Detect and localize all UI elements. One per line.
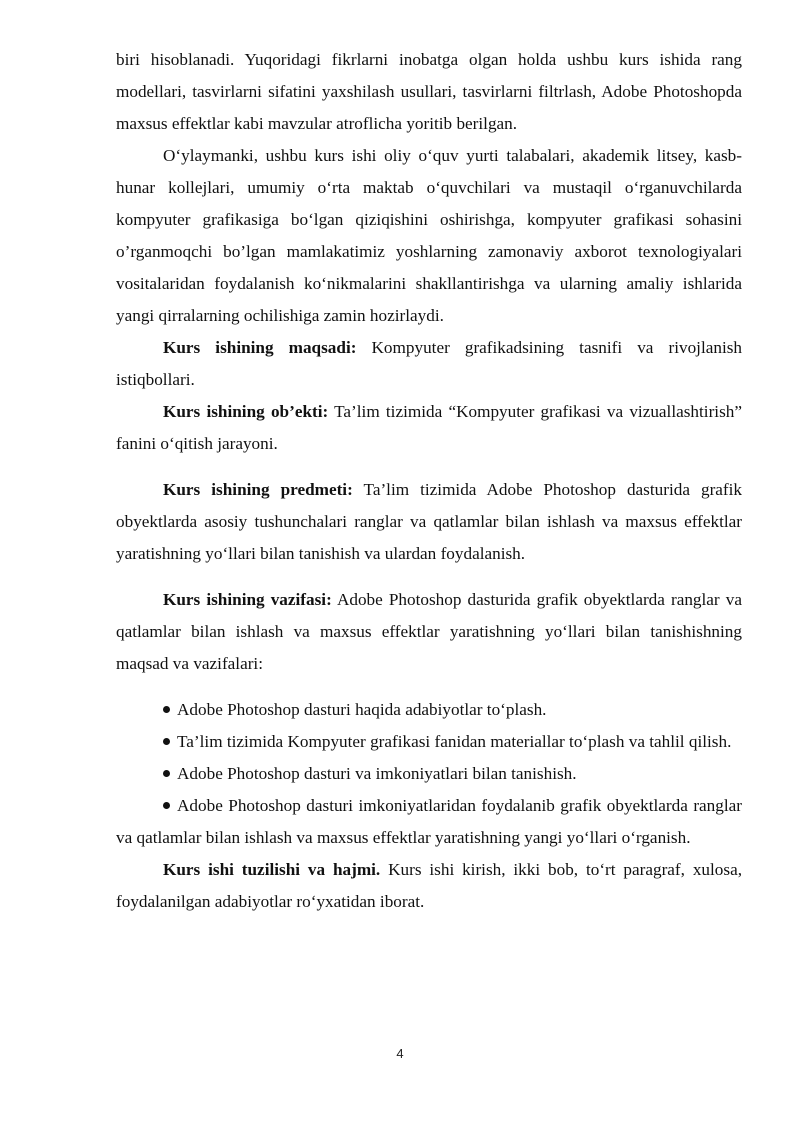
task-item-text: Ta’lim tizimida Kompyuter grafikasi fanidan materiallar to‘plash va tahlil qilish. <box>177 732 732 751</box>
paragraph-opinion: O‘ylaymanki, ushbu kurs ishi oliy o‘quv yurti talabalari, akademik litsey, kasb-hunar kollejlari, umumiy o‘rta maktab o‘quvchilari va mustaqil o‘rganuvchilarda kompyuter grafikasiga bo‘lgan qiziqishini oshirishga, kompyuter grafikasi sohasini o’rganmoqchi bo’lgan mamlakatimiz yoshlarning zamonaviy axborot texnologiyalari vositalaridan foydalanish ko‘nikmalarini shakllantirishga va ularning amaliy ishlarida yangi qirralarning ochilishiga zamin hozirlaydi. <box>116 146 742 325</box>
bullet-icon <box>163 790 177 822</box>
section-object <box>116 396 742 460</box>
task-list-item <box>116 726 742 758</box>
bullet-icon <box>163 758 177 790</box>
section-goal <box>116 332 742 396</box>
page-number: 4 <box>396 1046 404 1061</box>
task-list-item <box>116 790 742 854</box>
section-subject-label: Kurs ishining predmeti: <box>163 480 353 499</box>
section-structure <box>116 854 742 918</box>
task-list-item <box>116 758 742 790</box>
task-item-text: Adobe Photoshop dasturi va imkoniyatlari bilan tanishish. <box>177 764 577 783</box>
section-task-text: Adobe Photoshop dasturida grafik obyektlarda ranglar va qatlamlar bilan ishlash va maxsus effektlar yaratishning yo‘llari bilan tanishishning maqsad va vazifalari: <box>116 590 742 673</box>
section-task-label: Kurs ishining vazifasi: <box>163 590 332 609</box>
section-object-label: Kurs ishining ob’ekti: <box>163 402 329 421</box>
bullet-icon <box>163 726 177 758</box>
paragraph-intro-continued: biri hisoblanadi. Yuqoridagi fikrlarni inobatga olgan holda ushbu kurs ishida rang modellari, tasvirlarni sifatini yaxshilash usullari, tasvirlarni filtrlash, Adobe Photoshopda maxsus effektlar kabi mavzular atroflicha yoritib berilgan. <box>116 50 742 133</box>
task-list-item <box>116 694 742 726</box>
section-goal-text: Kompyuter grafikadsining tasnifi va rivojlanish istiqbollari. <box>116 338 742 389</box>
task-item-text: Adobe Photoshop dasturi imkoniyatlaridan foydalanib grafik obyektlarda ranglar va qatlamlar bilan ishlash va maxsus effektlar yaratishning yangi yo‘llari o‘rganish. <box>116 796 742 847</box>
section-object-text: Ta’lim tizimida “Kompyuter grafikasi va vizuallashtirish” fanini o‘qitish jarayoni. <box>116 402 742 453</box>
section-goal-label: Kurs ishining maqsadi: <box>163 338 357 357</box>
bullet-icon <box>163 694 177 726</box>
section-task <box>116 584 742 680</box>
document-body <box>116 44 742 918</box>
section-subject <box>116 474 742 570</box>
section-structure-label: Kurs ishi tuzilishi va hajmi. <box>163 860 381 879</box>
section-structure-text: Kurs ishi kirish, ikki bob, to‘rt paragraf, xulosa, foydalanilgan adabiyotlar ro‘yxatidan iborat. <box>116 860 742 911</box>
section-subject-text: Ta’lim tizimida Adobe Photoshop dasturida grafik obyektlarda asosiy tushunchalari ranglar va qatlamlar bilan ishlash va maxsus effektlar yaratishning yo‘llari bilan tanishish va ulardan foydalanish. <box>116 480 743 563</box>
task-item-text: Adobe Photoshop dasturi haqida adabiyotlar to‘plash. <box>177 700 547 719</box>
